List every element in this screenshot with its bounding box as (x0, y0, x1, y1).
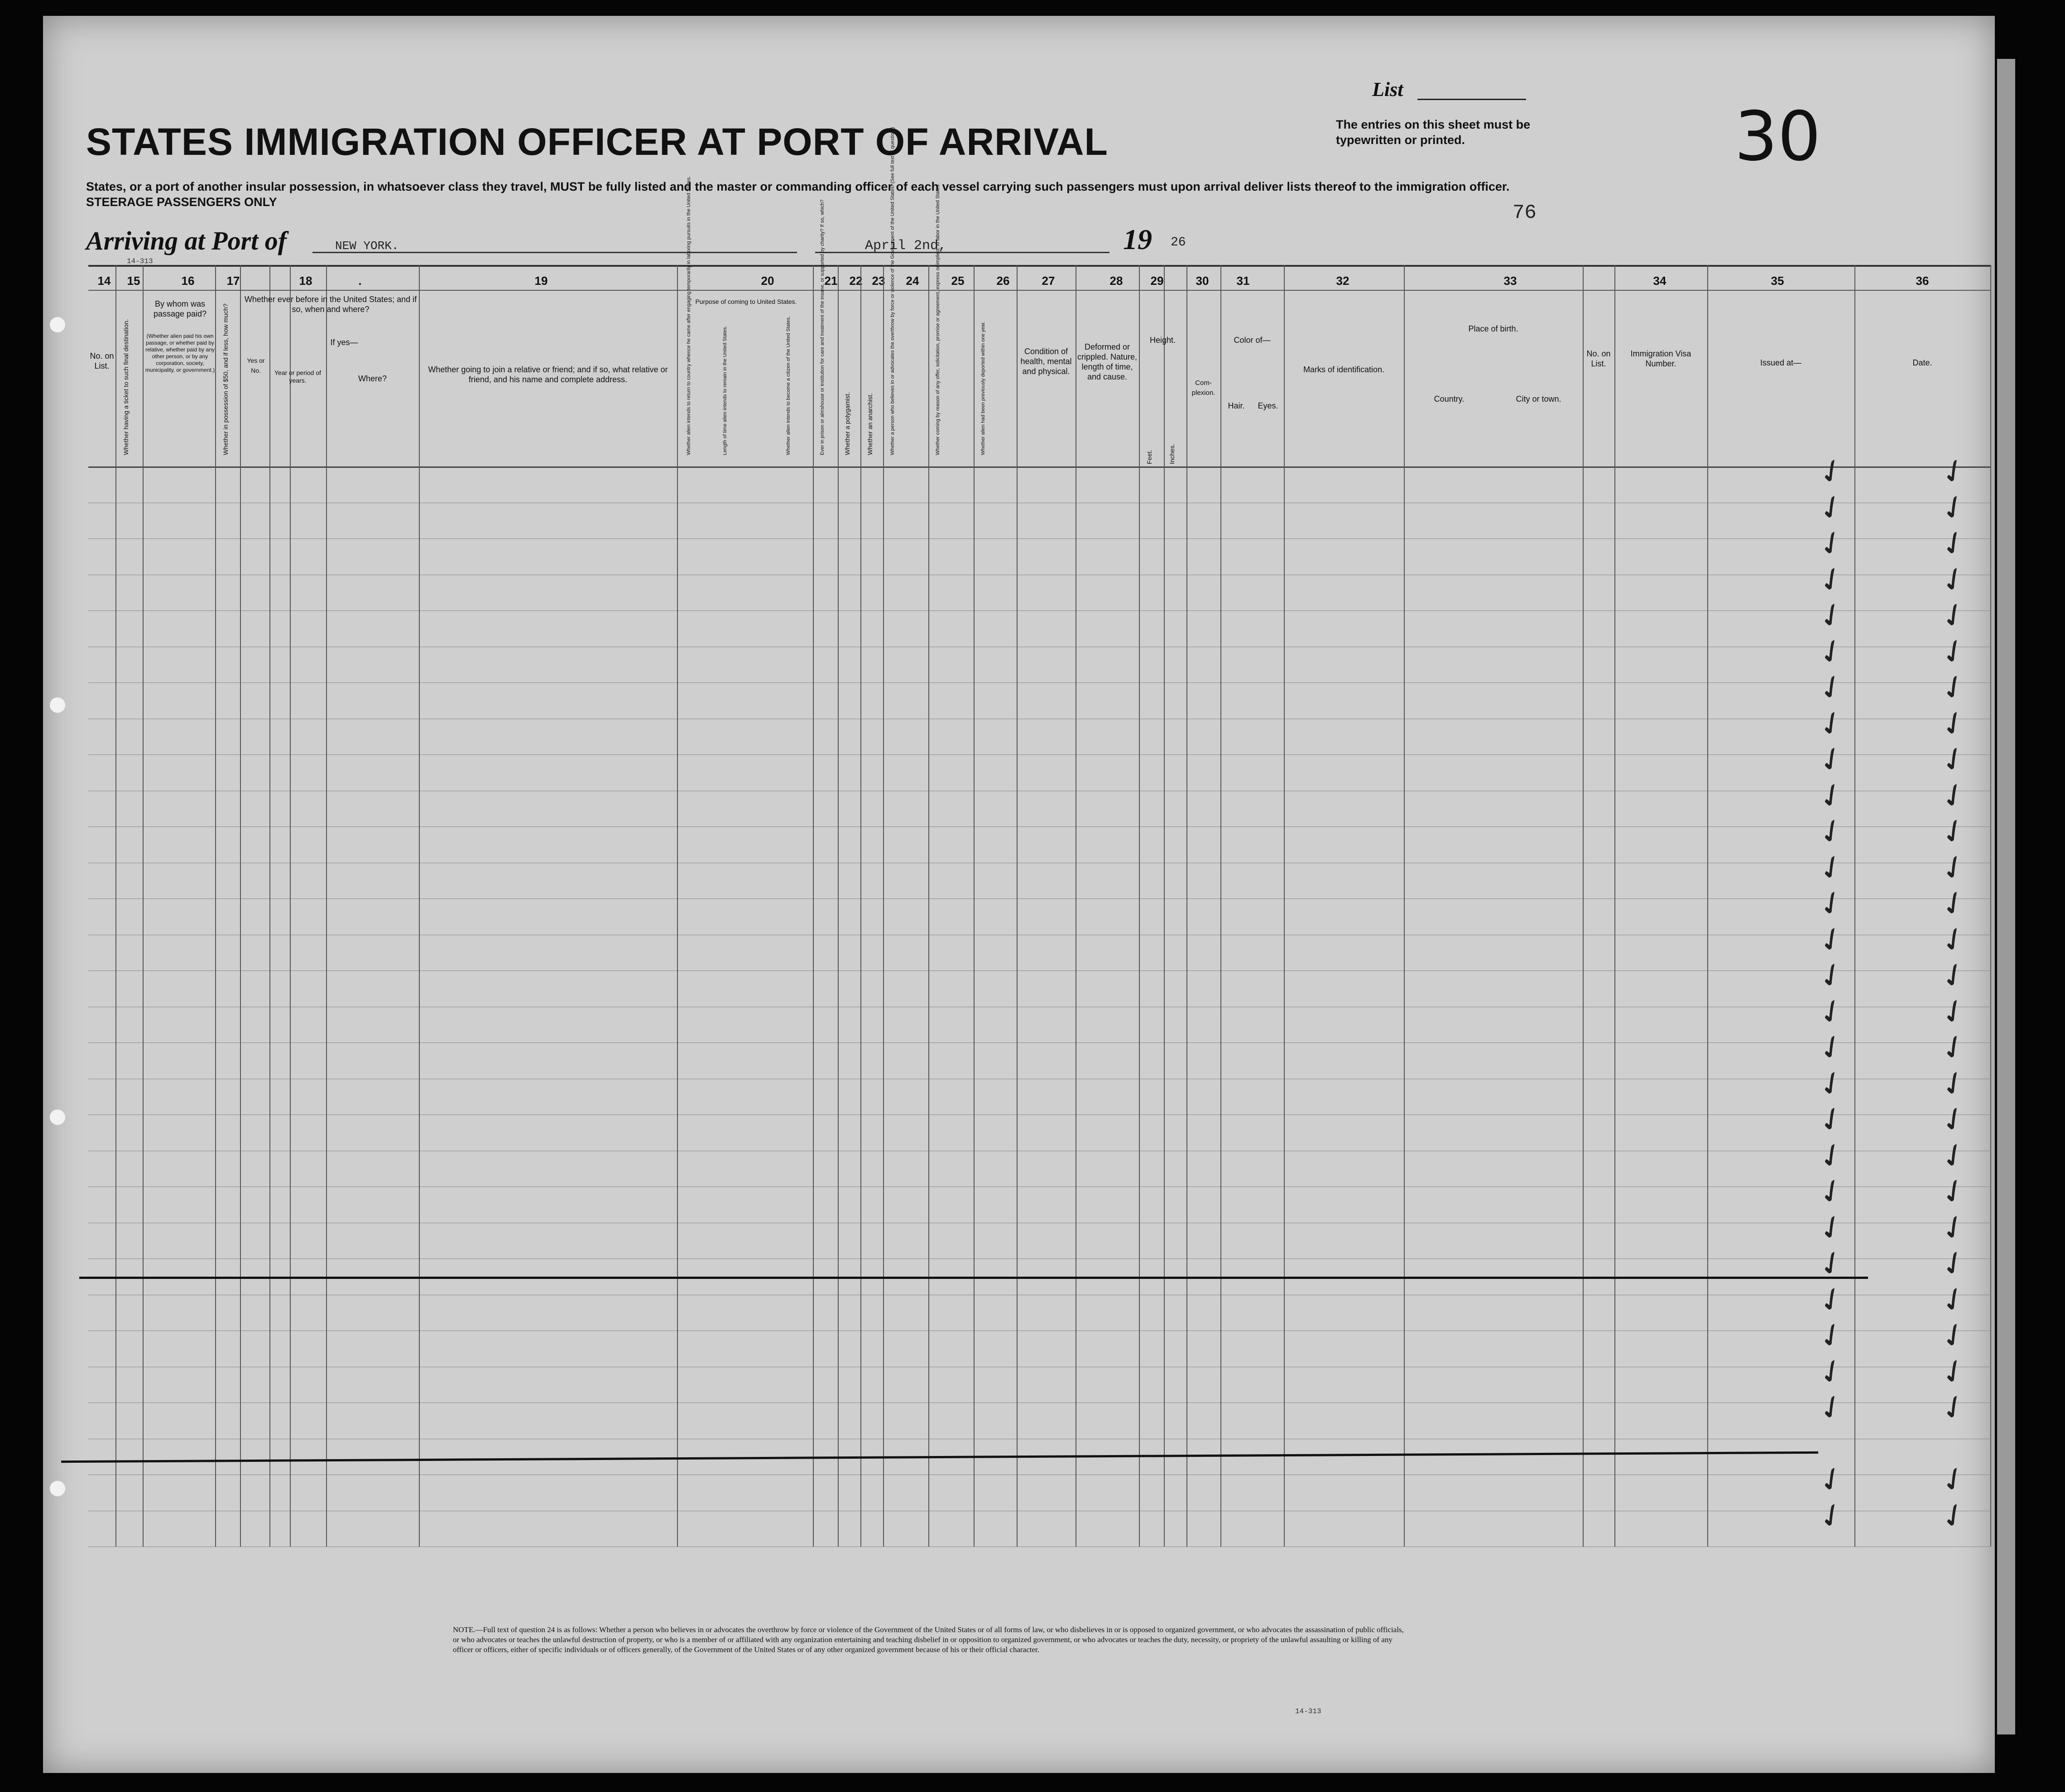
binder-hole (50, 1110, 65, 1125)
check-mark-icon: ✓ (1933, 629, 1974, 674)
header-bottom-rule (88, 466, 1990, 468)
header-eyes: Eyes. (1258, 401, 1278, 410)
column-number: 35 (1771, 274, 1784, 288)
date-value: April 2nd, (865, 238, 947, 254)
arriving-label: Arriving at Port of (86, 226, 287, 255)
check-mark-icon: ✓ (1933, 1133, 1974, 1178)
header-paid-by: By whom was passage paid? (153, 299, 207, 318)
check-mark-icon: ✓ (1933, 1241, 1974, 1286)
header-height: Height. (1149, 336, 1176, 345)
column-number: 14 (97, 274, 111, 288)
check-mark-icon: ✓ (1933, 737, 1974, 782)
binder-hole (50, 1481, 65, 1496)
header-no-on-list: No. on List. (90, 351, 114, 370)
check-mark-icon: ✓ (1811, 1133, 1852, 1178)
header-anarchist: Whether an anarchist. (866, 393, 874, 455)
instruction-steerage: STEERAGE PASSENGERS ONLY (86, 195, 277, 209)
column-number: 21 (824, 274, 838, 288)
column-number: 19 (534, 274, 548, 288)
check-mark-icon: ✓ (1811, 1385, 1852, 1430)
column-number: 26 (996, 274, 1010, 288)
check-mark-icon: ✓ (1933, 593, 1974, 638)
check-mark-icon: ✓ (1933, 953, 1974, 998)
column-number: 15 (127, 274, 140, 288)
header-purpose: Purpose of coming to United States. (695, 298, 797, 305)
check-mark-icon: ✓ (1811, 1169, 1852, 1214)
column-rule (269, 265, 270, 1547)
list-number: 76 (1513, 202, 1537, 224)
check-mark-icon: ✓ (1811, 917, 1852, 962)
strike-row-23 (79, 1277, 1868, 1279)
check-mark-icon: ✓ (1933, 521, 1974, 566)
strike-row-28 (61, 1451, 1818, 1462)
header-color-of: Color of— (1234, 336, 1271, 345)
column-rule (860, 265, 861, 1547)
header-contract: Whether coming by reason of any offer, solicitation, promise or agreement, express or implied, to labor in the United States. (935, 183, 941, 455)
header-where: Where? (358, 374, 387, 383)
row-rule (88, 682, 1990, 683)
check-mark-icon: ✓ (1933, 1061, 1974, 1106)
column-number: 25 (951, 274, 965, 288)
column-number: 34 (1653, 274, 1666, 288)
form-id: 14-313 (127, 257, 153, 265)
header-condition: Condition of health, mental and physical. (1020, 347, 1072, 376)
check-mark-icon: ✓ (1933, 557, 1974, 602)
column-rule (143, 265, 144, 1547)
column-rule (883, 265, 884, 1547)
header-purpose-length: Length of time alien intends to remain in the United States. (722, 326, 728, 455)
year-prefix: 19 (1123, 223, 1152, 255)
column-number: 33 (1503, 274, 1517, 288)
column-rule (115, 265, 116, 1547)
header-visa: Immigration Visa Number. (1630, 349, 1691, 368)
page-number: 30 (1734, 97, 1821, 176)
header-paid-by-sub: (Whether alien paid his own passage, or whether paid by relative, whether paid by any other person, or by any corporation, society, municipality, or government.) (145, 333, 215, 373)
check-mark-icon: ✓ (1811, 1097, 1852, 1142)
check-mark-icon: ✓ (1933, 1385, 1974, 1430)
header-polygamist: Whether a polygamist. (844, 392, 851, 455)
column-rule (1164, 265, 1165, 1547)
check-mark-icon: ✓ (1811, 1241, 1852, 1286)
check-mark-icon: ✓ (1811, 1061, 1852, 1106)
column-number: 30 (1196, 274, 1209, 288)
check-mark-icon: ✓ (1811, 809, 1852, 854)
check-mark-icon: ✓ (1933, 773, 1974, 818)
column-rule (677, 265, 678, 1547)
header-deformed: Deformed or crippled. Nature, length of time, and cause. (1077, 342, 1138, 381)
header-date: Date. (1912, 358, 1932, 367)
check-mark-icon: ✓ (1811, 773, 1852, 818)
row-rule (88, 610, 1990, 611)
column-rule (974, 265, 975, 1547)
header-yes-no: Yes or No. (247, 357, 265, 374)
column-rule (290, 265, 291, 1547)
footnote-form-id: 14-313 (1295, 1707, 1321, 1715)
column-number: 22 (849, 274, 863, 288)
year-suffix: 26 (1171, 235, 1186, 250)
row-rule (88, 970, 1990, 971)
port-value: NEW YORK. (335, 239, 399, 253)
row-rule (88, 898, 1990, 899)
check-mark-icon: ✓ (1933, 989, 1974, 1034)
check-mark-icon: ✓ (1811, 737, 1852, 782)
check-mark-icon: ✓ (1933, 1205, 1974, 1250)
check-mark-icon: ✓ (1811, 989, 1852, 1034)
check-mark-icon: ✓ (1811, 1457, 1852, 1502)
header-ever-before: Whether ever before in the United States; and if so, when and where? (244, 295, 417, 314)
check-mark-icon: ✓ (1811, 1349, 1852, 1394)
header-year-period: Year or period of years. (274, 369, 321, 384)
check-mark-icon: ✓ (1811, 881, 1852, 926)
entries-note: The entries on this sheet must be typewritten or printed. (1336, 118, 1531, 147)
header-deported: Whether alien had been previously deported within one year. (980, 321, 986, 455)
check-mark-icon: ✓ (1811, 1025, 1852, 1070)
check-mark-icon: ✓ (1933, 701, 1974, 746)
column-rule (1707, 265, 1708, 1547)
column-rule (1186, 265, 1187, 1547)
check-mark-icon: ✓ (1933, 1457, 1974, 1502)
check-mark-icon: ✓ (1933, 1169, 1974, 1214)
header-ticket: Whether having a ticket to such final destination. (122, 319, 130, 455)
instruction-line: States, or a port of another insular possession, in whatsoever class they travel, MUST be fully listed and the master or commanding officer of each vessel carrying such passengers must upon arrival deliver lists thereof to the immigration officer. (86, 180, 1510, 193)
column-number: 31 (1236, 274, 1250, 288)
header-overthrow: Whether a person who believes in or advocates the overthrow by force or violence of the Government of the United States. (See full text of question.) (890, 127, 895, 455)
binder-hole (50, 317, 65, 332)
check-mark-icon: ✓ (1811, 485, 1852, 530)
column-rule (1854, 265, 1855, 1547)
column-rule (1583, 265, 1584, 1547)
column-rule (1284, 265, 1285, 1547)
header-marks: Marks of identification. (1303, 365, 1385, 374)
check-mark-icon: ✓ (1811, 701, 1852, 746)
column-number: 27 (1042, 274, 1055, 288)
list-label: List (1372, 78, 1403, 101)
header-if-yes: If yes— (330, 338, 358, 347)
column-number: 23 (872, 274, 885, 288)
column-number: . (358, 274, 362, 288)
column-number: 28 (1109, 274, 1123, 288)
port-underline (312, 252, 797, 253)
check-mark-icon: ✓ (1811, 953, 1852, 998)
check-mark-icon: ✓ (1811, 1493, 1852, 1538)
table-top-rule (88, 265, 1990, 267)
check-mark-icon: ✓ (1811, 665, 1852, 710)
column-number: 16 (181, 274, 195, 288)
form-title: STATES IMMIGRATION OFFICER AT PORT OF ARRIVAL (86, 120, 1108, 163)
check-mark-icon: ✓ (1811, 521, 1852, 566)
column-number: 24 (906, 274, 919, 288)
header-feet: Feet. (1146, 450, 1153, 464)
check-mark-icon: ✓ (1811, 629, 1852, 674)
check-mark-icon: ✓ (1811, 593, 1852, 638)
check-mark-icon: ✓ (1811, 1313, 1852, 1358)
check-mark-icon: ✓ (1933, 1277, 1974, 1322)
header-purpose-return: Whether alien intends to return to country whence he came after engaging temporarily in laboring pursuits in the United States. (686, 176, 692, 455)
column-number: 20 (761, 274, 774, 288)
column-rule (326, 265, 327, 1547)
check-mark-icon: ✓ (1933, 917, 1974, 962)
column-number: 32 (1336, 274, 1349, 288)
header-hair: Hair. (1228, 401, 1245, 410)
header-issued-at: Issued at— (1760, 358, 1802, 367)
binder-hole (50, 697, 65, 713)
header-top-rule (88, 290, 1990, 291)
check-mark-icon: ✓ (1811, 1205, 1852, 1250)
check-mark-icon: ✓ (1811, 1277, 1852, 1322)
check-mark-icon: ✓ (1933, 1097, 1974, 1142)
form-instructions (86, 179, 1648, 210)
check-mark-icon: ✓ (1933, 845, 1974, 890)
check-mark-icon: ✓ (1811, 449, 1852, 494)
header-joining: Whether going to join a relative or friend; and if so, what relative or friend, and his name and complete address. (428, 365, 668, 384)
header-inches: Inches. (1168, 443, 1176, 464)
column-rule (1614, 265, 1615, 1547)
check-mark-icon: ✓ (1933, 449, 1974, 494)
column-number: 17 (226, 274, 240, 288)
check-mark-icon: ✓ (1933, 809, 1974, 854)
date-underline (815, 252, 1109, 253)
header-no-on-list-2: No. on List. (1586, 349, 1611, 368)
header-complexion: Com-plexion. (1191, 379, 1215, 397)
column-rule (240, 265, 241, 1547)
column-rule (838, 265, 839, 1547)
check-mark-icon: ✓ (1933, 485, 1974, 530)
column-rule (1404, 265, 1405, 1547)
list-underline (1417, 99, 1526, 100)
check-mark-icon: ✓ (1933, 1025, 1974, 1070)
check-mark-icon: ✓ (1933, 1493, 1974, 1538)
row-rule (88, 754, 1990, 755)
check-mark-icon: ✓ (1933, 665, 1974, 710)
column-rule (1017, 265, 1018, 1547)
check-mark-icon: ✓ (1933, 1313, 1974, 1358)
check-mark-icon: ✓ (1811, 845, 1852, 890)
header-possession: Whether in possession of $50, and if less, how much? (222, 303, 229, 455)
column-rule (1139, 265, 1140, 1547)
header-purpose-citizen: Whether alien intends to become a citizen of the United States. (786, 316, 791, 455)
column-rule (1220, 265, 1221, 1547)
header-country: Country. (1434, 394, 1465, 404)
header-city: City or town. (1516, 394, 1561, 404)
column-rule (928, 265, 929, 1547)
check-mark-icon: ✓ (1933, 881, 1974, 926)
column-rule (813, 265, 814, 1547)
row-rule (88, 538, 1990, 539)
column-rule (419, 265, 420, 1547)
column-number: 18 (299, 274, 312, 288)
check-mark-icon: ✓ (1811, 557, 1852, 602)
footnote: NOTE.—Full text of question 24 is as follows: Whether a person who believes in or advocates the overthrow by force or violence of the Government of the United States or of all forms of law, or who disbelieves in or is opposed to organized government, or who advocates the assassination of public officials, or who advocates or teaches the unlawful destruction of property, or who is a member of or affiliated with any organization entertaining and teaching disbelief in or opposition to organized government, or who advocates or teaches the duty, necessity, or propriety of the unlawful assaulting or killing of any officer or officers, either of specific individuals or of officers generally, of the Government of the United States or of any other organized government because of his or their official character. (453, 1625, 1404, 1654)
column-rule (1990, 265, 1991, 1547)
column-number: 29 (1150, 274, 1164, 288)
row-rule (88, 826, 1990, 827)
sheet-edge (1997, 59, 2015, 1734)
column-number: 36 (1916, 274, 1929, 288)
check-mark-icon: ✓ (1933, 1349, 1974, 1394)
header-place-of-birth: Place of birth. (1468, 324, 1518, 333)
header-prison: Ever in prison or almshouse or institution for care and treatment of the insane, or supported by charity? If so, which? (820, 199, 825, 455)
column-rule (215, 265, 216, 1547)
